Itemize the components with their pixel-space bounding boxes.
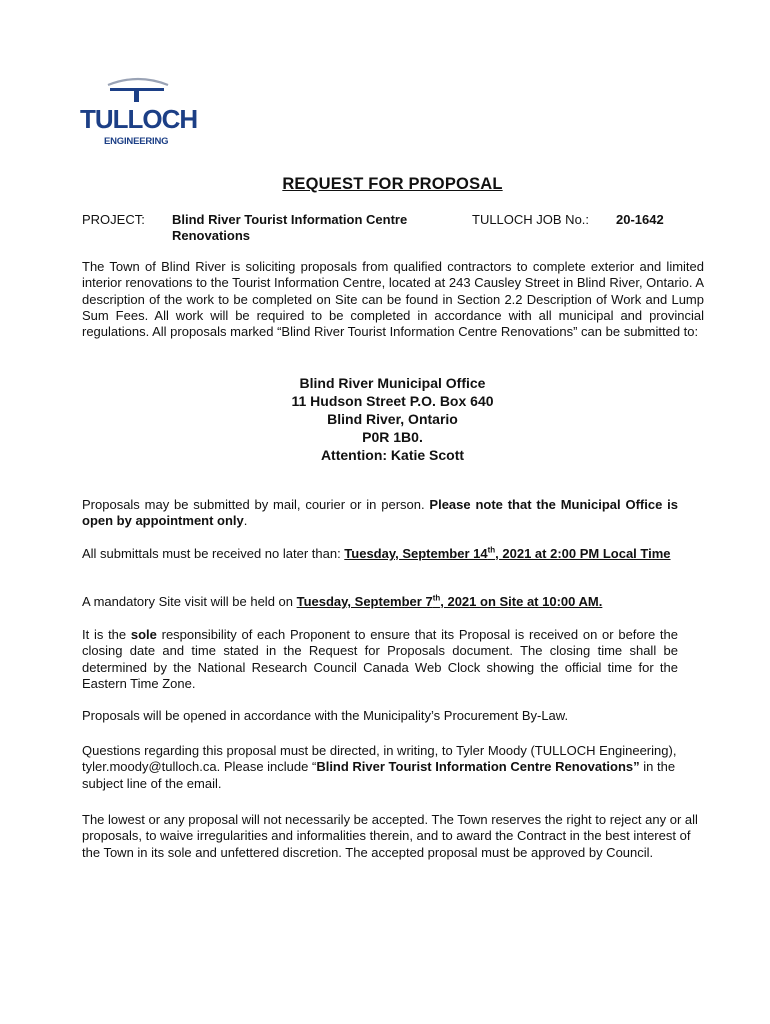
- questions-text-b: in the subject line of the email.: [82, 759, 676, 791]
- deadline-paragraph: [82, 546, 682, 562]
- deadline-date-suffix: th: [487, 545, 496, 555]
- deadline-date-time: , 2021 at 2:00 PM Local Time: [495, 546, 671, 561]
- responsibility-text-a: It is the: [82, 627, 131, 642]
- address-line-1: Blind River Municipal Office: [299, 375, 486, 391]
- site-visit-date-suffix: th: [432, 593, 441, 603]
- intro-paragraph: The Town of Blind River is soliciting proposals from qualified contractors to complete exterior and limited interior renovations to the Tourist Information Centre, located at 243 Causley Street in Blind River, Ontario. A description of the work to be completed on Site can be found in Section 2.2 Description of Work and Lump Sum Fees. All work will be required to be completed in accordance with all municipal and provincial regulations. All proposals marked “Blind River Tourist Information Centre Renovations” can be submitted to:: [82, 259, 704, 340]
- submission-paragraph: [82, 497, 678, 530]
- appointment-note: Please note that the Municipal Office is open by appointment only: [82, 497, 678, 529]
- project-label: PROJECT:: [82, 212, 145, 227]
- questions-paragraph: [82, 743, 682, 792]
- responsibility-text-b: responsibility of each Proponent to ensure that its Proposal is received on or before the closing date and time stated in the Request for Proposals document. The closing time shall be determined by the National Research Council Canada Web Clock showing the official time for the Eastern Time Zone.: [82, 627, 679, 691]
- address-attention: Attention: Katie Scott: [320, 447, 465, 463]
- job-number: 20-1642: [616, 212, 664, 227]
- submission-end: .: [243, 513, 248, 529]
- logo-arc-icon: [106, 76, 170, 104]
- job-number-label: TULLOCH JOB No.:: [472, 212, 590, 227]
- site-visit-text: A mandatory Site visit will be held on: [82, 594, 297, 609]
- logo-subtitle: ENGINEERING: [104, 136, 169, 147]
- responsibility-sole: sole: [130, 627, 157, 642]
- deadline-text: All submittals must be received no later than:: [82, 546, 345, 561]
- document-title: REQUEST FOR PROPOSAL: [282, 175, 503, 193]
- questions-text-a: Questions regarding this proposal must be directed, in writing, to Tyler Moody (TULLOCH Engineering), tyler.moody@tulloch.ca. Please include “: [82, 743, 677, 775]
- site-visit-date-time: , 2021 on Site at 10:00 AM.: [440, 594, 603, 609]
- closing-paragraph: The lowest or any proposal will not necessarily be accepted. The Town reserves the right to reject any or all proposals, to waive irregularities and informalities therein, and to award the Contract in the best interest of the Town in its sole and unfettered discretion. The accepted proposal must be approved by Council.: [82, 812, 698, 860]
- address-line-2: 11 Hudson Street P.O. Box 640: [291, 393, 494, 409]
- submission-address: [0, 374, 770, 464]
- responsibility-paragraph: [82, 627, 678, 692]
- submission-text: Proposals may be submitted by mail, courier or in person.: [82, 497, 430, 512]
- site-visit-paragraph: [82, 594, 704, 610]
- address-line-3: Blind River, Ontario: [327, 411, 458, 427]
- project-name: Blind River Tourist Information Centre Renovations: [172, 212, 408, 243]
- opening-paragraph: Proposals will be opened in accordance with the Municipality’s Procurement By-Law.: [82, 708, 569, 723]
- logo-wordmark: TULLOCH: [80, 104, 198, 134]
- address-line-4: P0R 1B0.: [362, 429, 423, 445]
- deadline-date-day: Tuesday, September 14: [344, 546, 488, 561]
- site-visit-date: [297, 594, 603, 609]
- tulloch-logo: [76, 76, 200, 150]
- site-visit-date-day: Tuesday, September 7: [296, 594, 433, 609]
- deadline-date: [344, 546, 670, 561]
- questions-subject: Blind River Tourist Information Centre Renovations”: [316, 759, 640, 775]
